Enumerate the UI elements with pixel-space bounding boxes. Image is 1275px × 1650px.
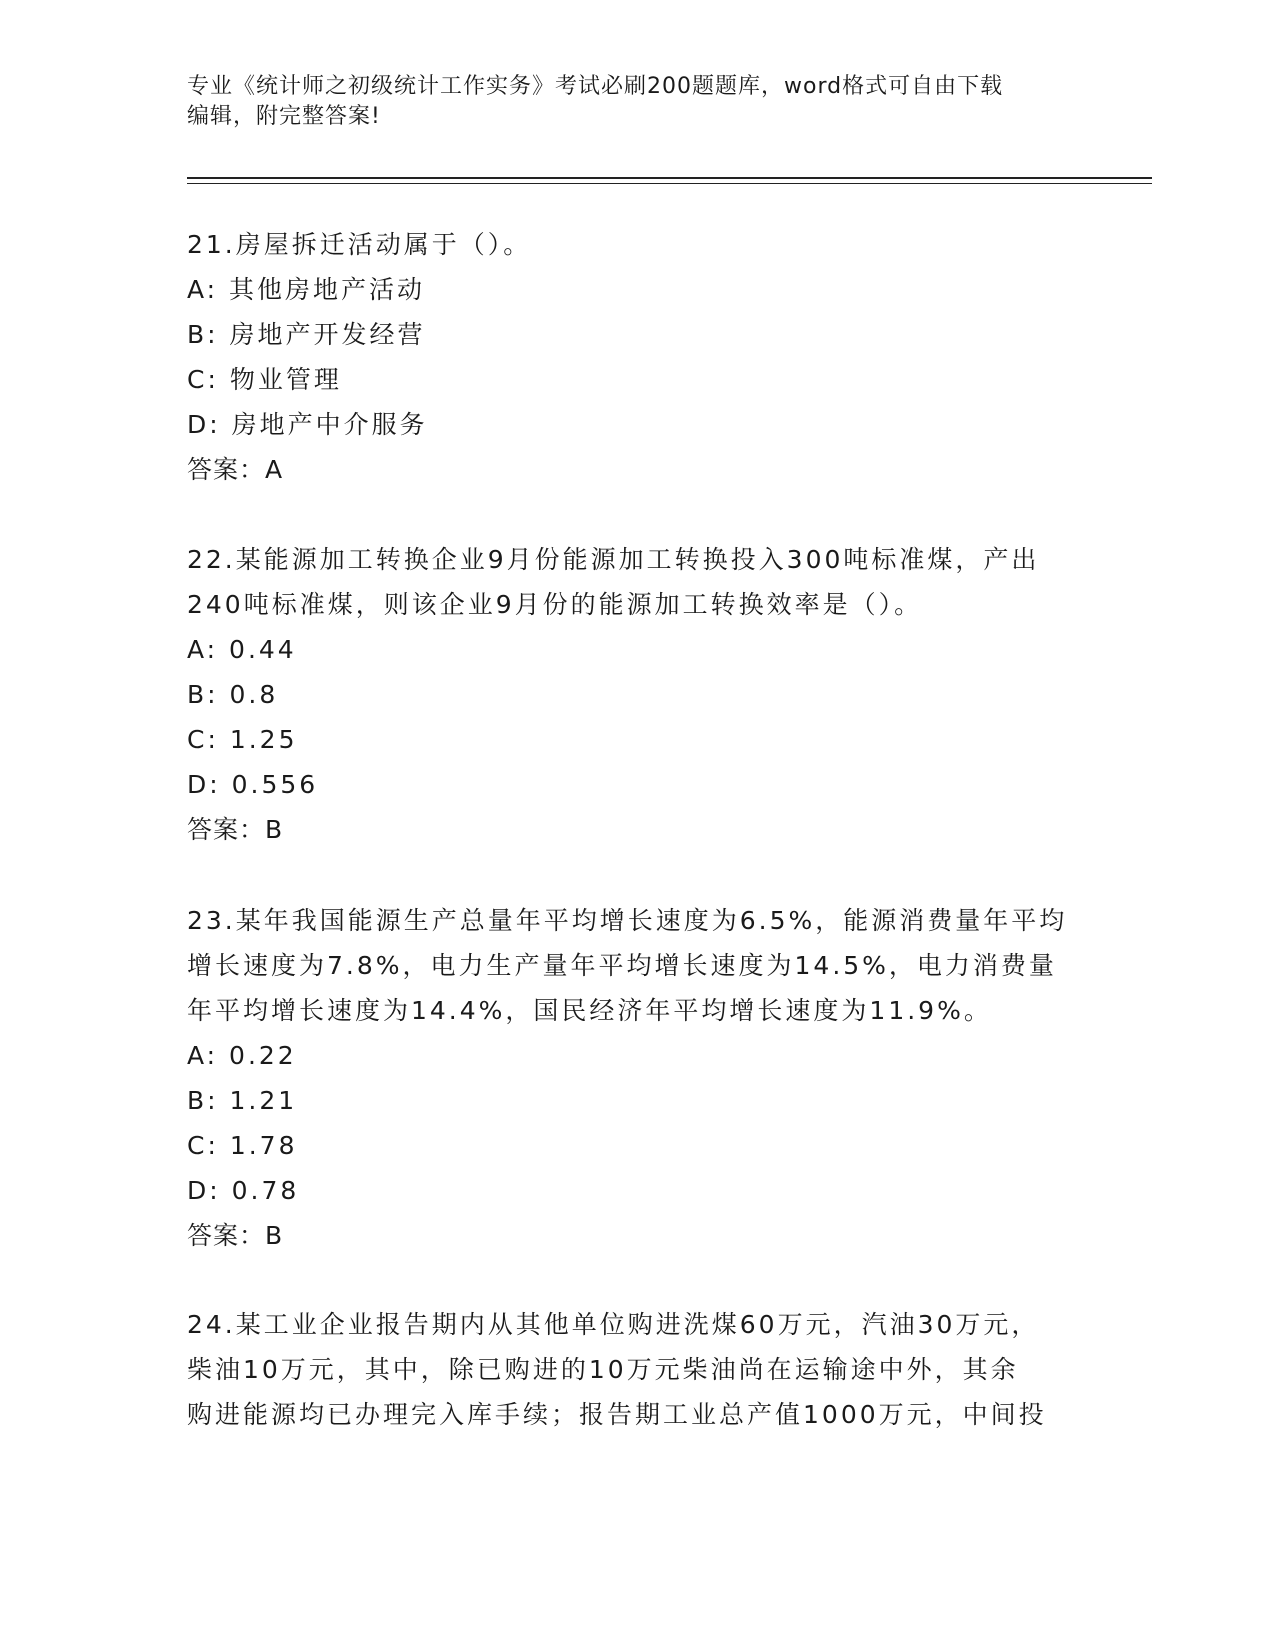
header-line-2: 编辑，附完整答案! (187, 104, 381, 129)
option-c: C: 1.25 (187, 725, 298, 754)
option-c: C: 物业管理 (187, 365, 342, 394)
question-stem-line: 24.某工业企业报告期内从其他单位购进洗煤60万元，汽油30万元， (187, 1310, 1040, 1339)
answer-label: 答案：B (187, 1221, 284, 1250)
option-b: B: 0.8 (187, 680, 279, 709)
question-stem-line: 增长速度为7.8%，电力生产量年平均增长速度为14.5%，电力消费量 (187, 951, 1057, 980)
question-24 (187, 1302, 1087, 1437)
option-d: D: 房地产中介服务 (187, 410, 428, 439)
option-a: A: 0.22 (187, 1041, 297, 1070)
header-divider-thin (187, 183, 1152, 184)
question-stem-line: 柴油10万元，其中，除已购进的10万元柴油尚在运输途中外，其余 (187, 1355, 1019, 1384)
answer-label: 答案：A (187, 455, 284, 484)
option-a: A: 0.44 (187, 635, 297, 664)
question-stem-line: 23.某年我国能源生产总量年平均增长速度为6.5%，能源消费量年平均 (187, 906, 1068, 935)
option-d: D: 0.556 (187, 770, 319, 799)
question-stem-line: 购进能源均已办理完入库手续；报告期工业总产值1000万元，中间投 (187, 1400, 1047, 1429)
question-stem-line: 22.某能源加工转换企业9月份能源加工转换投入300吨标准煤，产出 (187, 545, 1040, 574)
option-b: B: 房地产开发经营 (187, 320, 426, 349)
question-21 (187, 222, 1087, 492)
answer-label: 答案：B (187, 815, 284, 844)
header-line-1: 专业《统计师之初级统计工作实务》考试必刷200题题库，word格式可自由下载 (187, 74, 1004, 99)
question-23 (187, 898, 1087, 1258)
option-b: B: 1.21 (187, 1086, 298, 1115)
question-stem-line: 年平均增长速度为14.4%，国民经济年平均增长速度为11.9%。 (187, 996, 992, 1025)
option-a: A: 其他房地产活动 (187, 275, 426, 304)
document-header (187, 72, 1087, 132)
question-stem-line: 21.房屋拆迁活动属于（）。 (187, 230, 532, 259)
option-c: C: 1.78 (187, 1131, 298, 1160)
question-22 (187, 537, 1087, 852)
option-d: D: 0.78 (187, 1176, 300, 1205)
question-stem-line: 240吨标准煤，则该企业9月份的能源加工转换效率是（）。 (187, 590, 923, 619)
header-divider-thick (187, 177, 1152, 179)
